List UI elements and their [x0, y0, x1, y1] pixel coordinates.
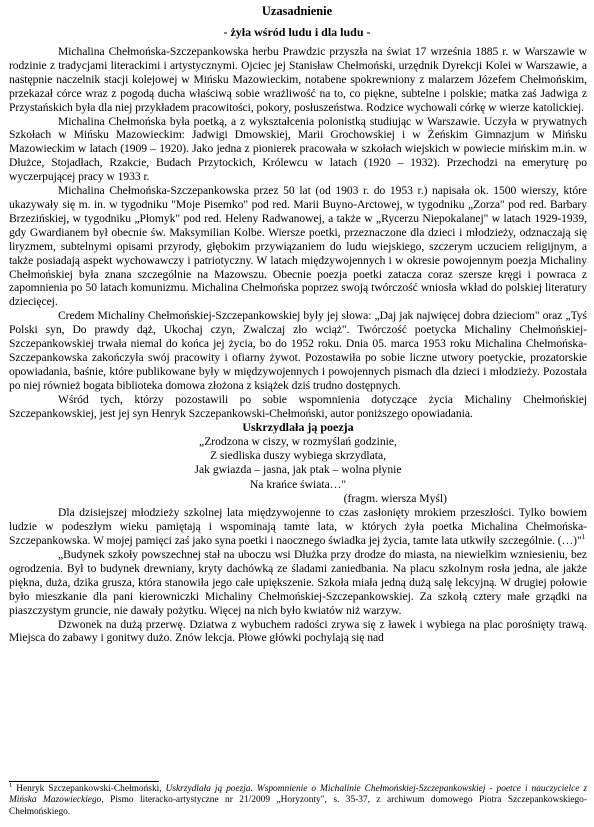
paragraph-7: „Budynek szkoły powszechnej stał na uboczu wsi Dłużka przy drodze do miasta, na niewielkim wzniesieniu, bez ogrodzenia. Był to budynek drewniany, kryty dachówką ze śladami zaniedbania. Na placu szkolnym rosła jedna, ale jakże piękna, duża, dzika grusza, która stanowiła jego całe upiększenie. Szkoła miała jedną dużą salę lekcyjną. W drugiej połowie było mieszkanie dla pani kierowniczki Michaliny Chełmońskiej-Szczepankowskiej. Za szkołą cztery małe grządki na piaszczystym gruncie, nie dawały pożytku. Więcej na nich było kwiatów niż warzyw.: [9, 548, 587, 617]
poem-line-2: Z siedliska duszy wybiega skrzydlata,: [209, 449, 387, 463]
footnote-mark: 1: [9, 781, 13, 789]
paragraph-6: [9, 506, 587, 548]
paragraph-1: Michalina Chełmońska-Szczepankowska herbu Prawdzic przyszła na świat 17 września 1885 r. w Warszawie w rodzinie z tradycjami literackimi i artystycznymi. Ojciec jej Stanisław Chełmoński, urzędnik Dyrekcji Kolei w Warszawie, a następnie naczelnik stacji kolejowej w Mińsku Mazowieckim, notabene spokrewniony z malarzem Józefem Chełmońskim, przekazał córce wraz z pogodą ducha właściwą sobie wrażliwość na to, co piękne, subtelne i polskie; matka zaś Jadwiga z Przystańskich była dla niej przykładem pracowitości, pokory, posłuszeństwa. Rodzice wychowali córkę w wierze katolickiej.: [9, 45, 587, 114]
paragraph-6-text: Dla dzisiejszej młodzieży szkolnej lata międzywojenne to czas zasłonięty mrokiem przeszłości. Tylko bowiem ludzie w podeszłym wieku pamiętają i wspominają tamte lata, w których żyła poetka Michalina Chełmońska-Szczepankowska. W mojej pamięci zaś jako syna poetki i naocznego świadka jej życia, tamte lata utkwiły szczególnie. (…)": [9, 506, 587, 548]
paragraph-5: Wśród tych, którzy pozostawili po sobie wspomnienia dotyczące życia Michaliny Chełmońskiej Szczepankowskiej, jest jej syn Henryk Szczepankowski-Chełmoński, autor poniższego opowiadania.: [9, 392, 587, 420]
paragraph-3: Michalina Chełmońska-Szczepankowska przez 50 lat (od 1903 r. do 1953 r.) napisała ok. 1500 wierszy, które ukazywały się m. in. w tygodniku "Moje Pisemko" pod red. Marii Buyno-Arctowej, w tygodniku „Zorza" pod red. Barbary Brzezińskiej, w tygodniku „Płomyk" pod red. Heleny Radwanowej, a także w „Rycerzu Niepokalanej" w latach 1929-1939, gdy Gwardianem był obecnie św. Maksymilian Kolbe. Wiersze poetki, przeznaczone dla dzieci i młodzieży, odznaczają się liryzmem, subtelnymi opisami przyrody, głębokim przywiązaniem do ludu wiejskiego, szczerym uczuciem religijnym, a także posiadają aspekt wychowawczy i patriotyczny. W latach międzywojennych i w okresie powojennym poezja Michaliny Chełmońskiej była znana szczególnie na Mazowszu. Obecnie poezja poetki zatacza coraz szersze kręgi i powraca z zapomnienia po 50 latach komunizmu. Michalina Chełmońska poprzez swoją twórczość wniosła wkład do polskiej literatury dziecięcej.: [9, 184, 587, 309]
footnote-details: , Pismo literacko-artystyczne nr 21/2009 „Horyzonty", s. 35-37, z archiwum domowego Piotra Szczepankowskiego-Chełmońskiego.: [9, 795, 587, 817]
section-heading: Uskrzydlała ją poezja: [242, 420, 354, 435]
document-title: Uzasadnienie: [261, 4, 333, 18]
paragraph-8: Dzwonek na dużą przerwę. Dziatwa z wybuchem radości zrywa się z ławek i wybiega na plac porośnięty trawą. Miejsca do zabawy i gonitwy dużo. Znów lekcja. Płowe główki pochylają się nad: [9, 617, 587, 645]
poem-source: (fragm. wiersza Myśl): [343, 491, 447, 505]
footnote-separator: [9, 781, 159, 782]
footnote: [9, 781, 588, 818]
poem-line-3: Jak gwiazda – jasna, jak ptak – wolna płynie: [194, 463, 402, 477]
poem-fragment: [9, 435, 587, 492]
poem-line-1: „Zrodzona w ciszy, w rozmyślań godzinie,: [199, 434, 397, 448]
paragraph-4: Credem Michaliny Chełmońskiej-Szczepankowskiej były jej słowa: „Daj jak najwięcej dobra dzieciom" oraz „Tyś Polski syn, Do prawdy dąż, Ukochaj czyn, Zwalczaj zło wciąż". Twórczość poetycka Michaliny Chełmońskiej-Szczepankowskiej trwała niemal do końca jej życia, bo do 1952 roku. Dnia 05. marca 1953 roku Michalina Chełmońska-Szczepankowska zakończyła swój pracowity i ofiarny żywot. Pozostawiła po sobie liczne utwory poetyckie, prozatorskie opowiadania, baśnie, które publikowane były w międzywojennych i powojennych pismach dla dzieci i młodzieży. Pozostała po niej również bogata biblioteka domowa złożona z książek dziś trudno dostępnych.: [9, 309, 587, 392]
document-body: [9, 45, 587, 645]
paragraph-2: Michalina Chełmońska była poetką, a z wykształcenia polonistką studiując w Warszawie. Uczyła w prywatnych Szkołach w Mińsku Mazowieckim: Jadwigi Dmowskiej, Marii Grochowskiej i w Żeńskim Gimnazjum w Mińsku Mazowieckim w latach (1909 – 1920). Jako jedna z pionierek pracowała w szkołach wiejskich w powiecie mińskim m.in. w Dłużce, Stojadłach, Rzakcie, Budach Przytockich, Królewcu w latach (1920 – 1932). Przechodzi na emeryturę po wyczerpującej pracy w 1933 r.: [9, 114, 587, 184]
footnote-reference[interactable]: 1: [581, 532, 586, 542]
document-subtitle: - żyła wśród ludu i dla ludu -: [223, 25, 371, 39]
footnote-author: Henryk Szczepankowski-Chełmoński,: [16, 784, 162, 794]
poem-line-4: Na krańce świata…": [249, 477, 347, 491]
footnote-title: Uskrzydlała ją poezja. Wspomnienie o Michalinie Chełmońskiej-Szczepankowskiej - poetce i nauczycielce z Mińska Mazowieckiego: [9, 784, 588, 806]
